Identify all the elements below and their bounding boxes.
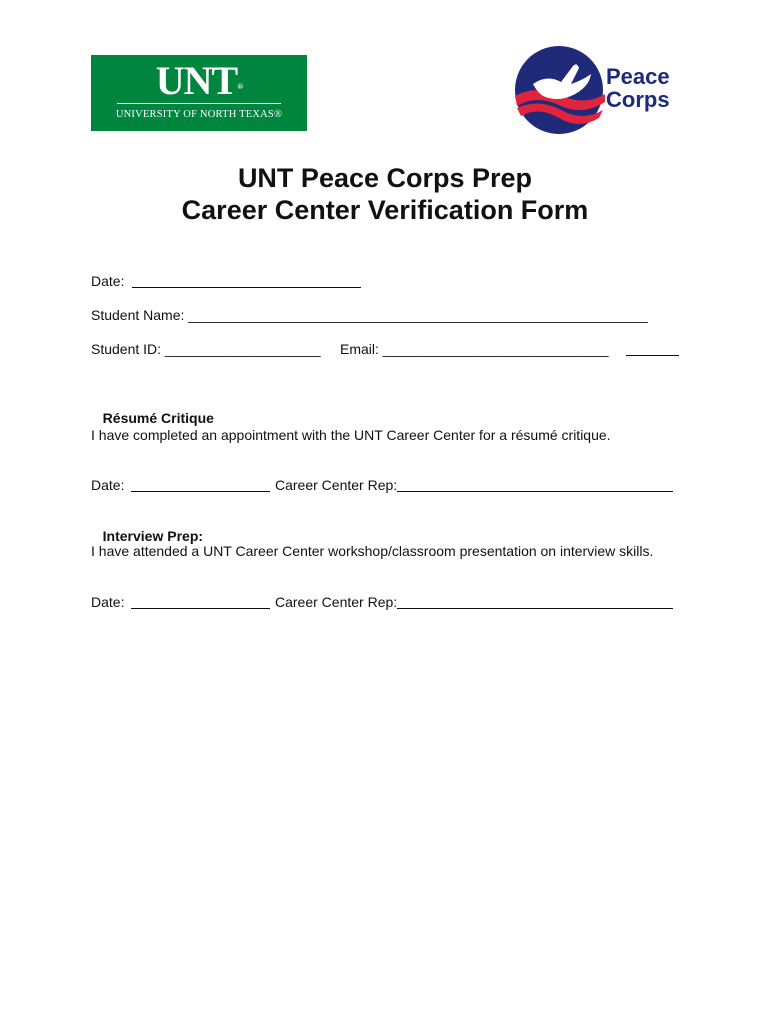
unt-registered-mark: ® [237, 82, 243, 91]
student-name-field[interactable]: Student Name: ___________________________________________________________ [91, 307, 648, 323]
form-title-line1: UNT Peace Corps Prep [237, 163, 533, 193]
email-field-extension [626, 355, 679, 356]
resume-statement: I have completed an appointment with the UNT Career Center for a résumé critique. [91, 427, 611, 443]
unt-rule [117, 103, 281, 104]
unt-wordmark-text: UNT [155, 58, 238, 103]
peace-corps-line2: Corps [606, 87, 670, 112]
form-title-line2: Career Center Verification Form [181, 195, 589, 225]
interview-section-heading [91, 509, 203, 546]
resume-heading-text: Résumé Critique [102, 410, 214, 426]
student-id-field[interactable]: Student ID: ____________________ [91, 341, 321, 357]
resume-date-label: Date: [91, 477, 129, 493]
resume-section-heading [91, 391, 214, 428]
resume-rep-field[interactable] [397, 491, 673, 492]
peace-corps-wordmark [606, 65, 670, 111]
unt-logo [91, 55, 307, 131]
email-field[interactable]: Email: _____________________________ [340, 341, 609, 357]
interview-date-field[interactable] [131, 608, 270, 609]
peace-corps-logo [513, 44, 693, 136]
interview-rep-label: Career Center Rep: [275, 594, 398, 610]
peace-corps-emblem-icon [513, 44, 605, 136]
resume-rep-label: Career Center Rep: [275, 477, 398, 493]
interview-rep-field[interactable] [397, 608, 673, 609]
resume-date-field[interactable] [131, 491, 270, 492]
interview-heading-text: Interview Prep: [102, 528, 204, 544]
interview-statement: I have attended a UNT Career Center workshop/classroom presentation on interview skills. [91, 543, 654, 559]
date-label: Date: [91, 273, 125, 289]
peace-corps-line1: Peace [606, 64, 670, 89]
unt-subtitle: UNIVERSITY OF NORTH TEXAS® [115, 109, 283, 120]
interview-date-label: Date: [91, 594, 129, 610]
unt-wordmark [91, 59, 307, 103]
date-field[interactable] [132, 287, 361, 288]
